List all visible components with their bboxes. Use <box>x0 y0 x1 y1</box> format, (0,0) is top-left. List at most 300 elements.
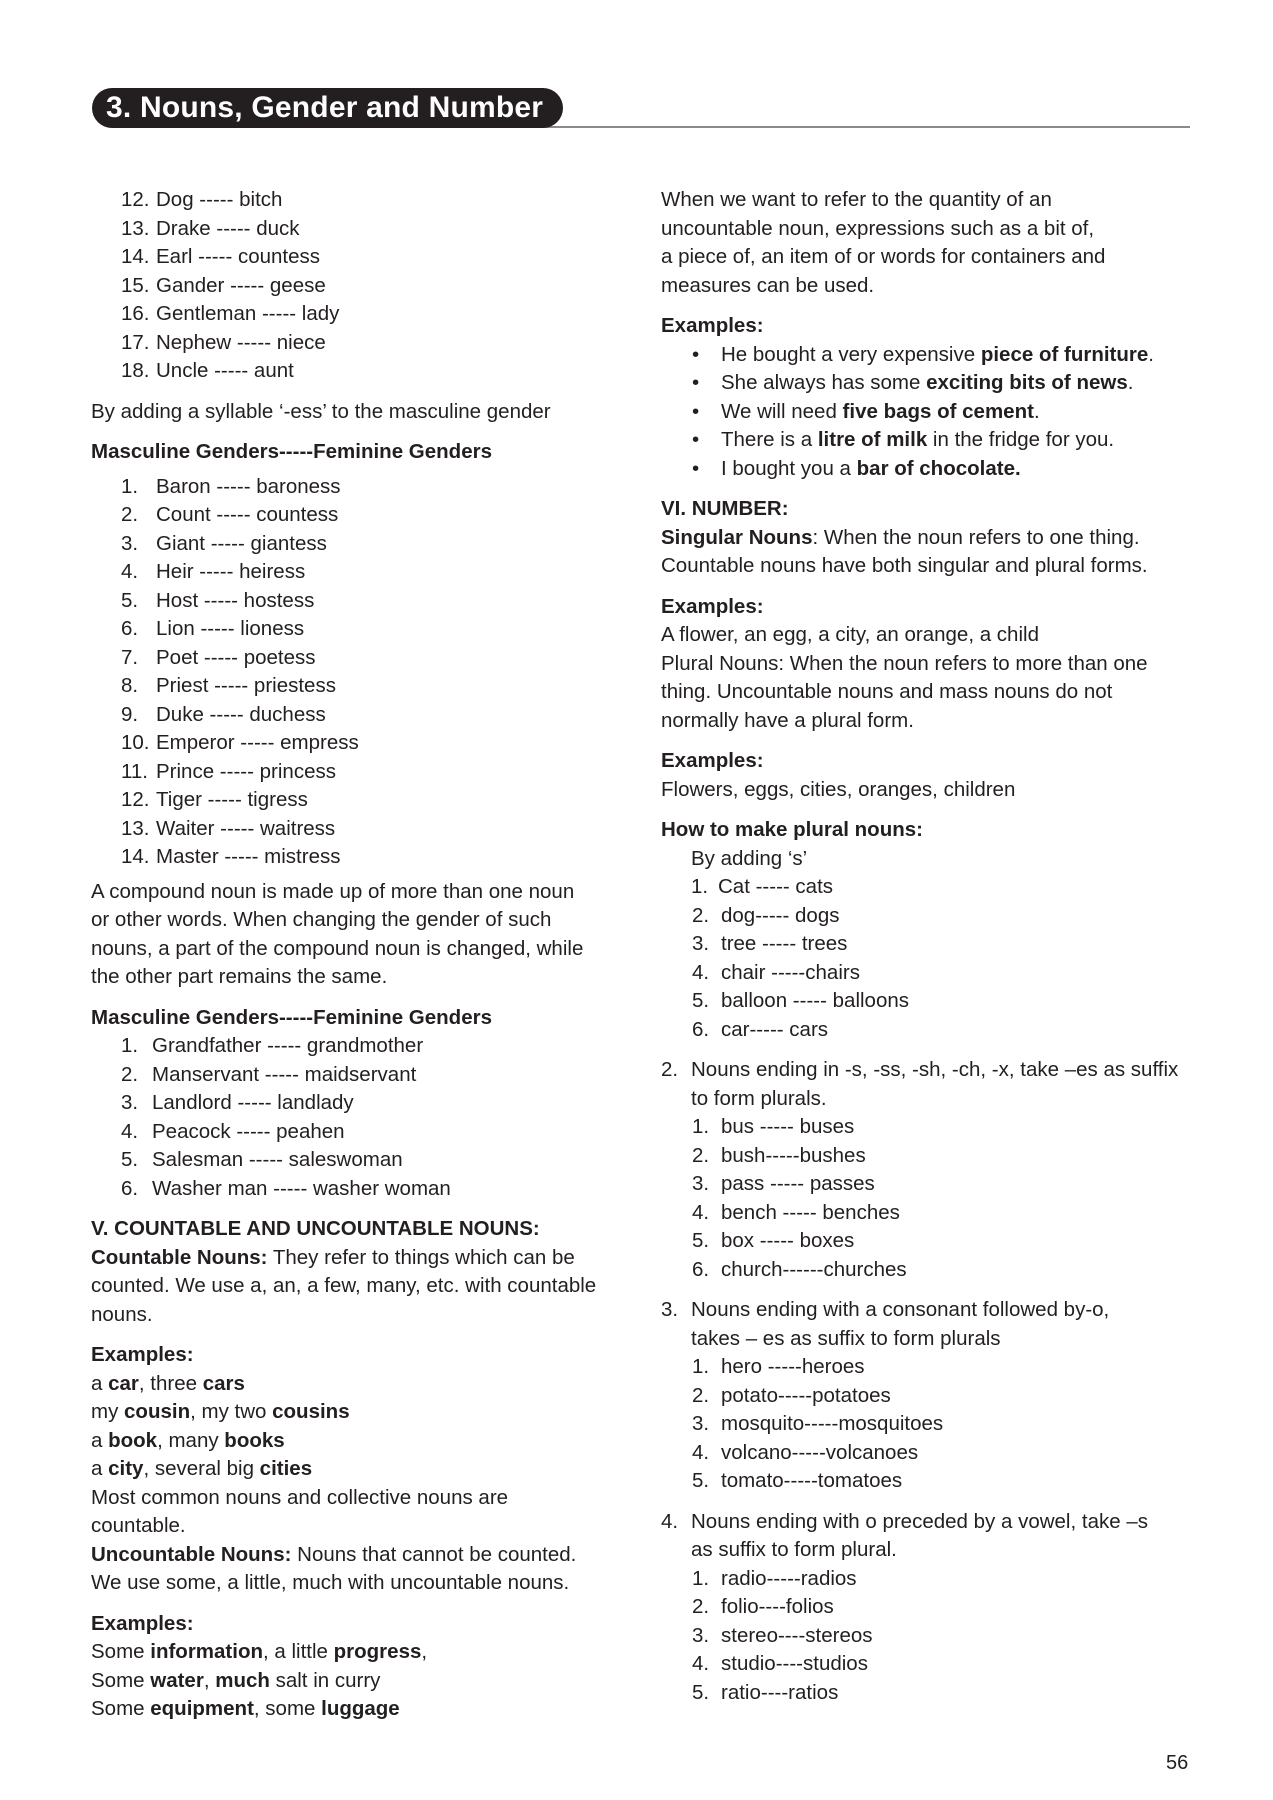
list-item <box>91 558 623 587</box>
list-number: 18. <box>121 359 150 382</box>
line-text <box>721 1650 868 1679</box>
list-number: 1. <box>692 1566 710 1590</box>
text-line <box>91 963 623 992</box>
list-item <box>91 215 623 244</box>
line-text <box>721 426 1114 455</box>
bullet-icon: • <box>692 371 700 394</box>
bold-text: much <box>215 1668 270 1692</box>
line-text <box>152 1175 451 1204</box>
text: Flowers, eggs, cities, oranges, children <box>661 777 1016 801</box>
text-line <box>661 272 1191 301</box>
list-number: 1. <box>121 1034 139 1057</box>
line-text <box>156 473 341 502</box>
list-number: 3. <box>692 1623 710 1647</box>
list-item <box>661 1508 1191 1537</box>
line-text <box>91 963 387 992</box>
line-text <box>661 243 1105 272</box>
list-number: 5. <box>692 1469 710 1492</box>
text: He bought a very expensive <box>721 342 981 366</box>
list-number: 6. <box>121 1176 139 1200</box>
text: church------churches <box>721 1257 907 1281</box>
line-text <box>661 524 1140 553</box>
bold-text: Countable Nouns: <box>91 1245 268 1269</box>
list-item <box>661 959 1191 988</box>
text: Manservant ----- maidservant <box>152 1062 417 1086</box>
text: nouns. <box>91 1302 153 1326</box>
list-item <box>661 455 1191 484</box>
line-text <box>661 215 1094 244</box>
list-item <box>661 1679 1191 1708</box>
line-text <box>721 1467 902 1496</box>
line-text <box>721 1256 907 1285</box>
line-text <box>156 215 300 244</box>
text-line <box>661 845 1191 874</box>
text-line <box>661 816 1191 845</box>
bold-text: city <box>108 1457 144 1480</box>
list-item <box>91 530 623 559</box>
text: volcano-----volcanoes <box>721 1440 919 1464</box>
line-text <box>721 398 1040 427</box>
list-number: 4. <box>121 1119 139 1143</box>
line-text <box>691 1325 1001 1354</box>
list-number: 9. <box>121 702 139 726</box>
line-text <box>661 552 1148 581</box>
text-line <box>661 186 1191 215</box>
list-item <box>661 1142 1191 1171</box>
text-line <box>91 1427 623 1456</box>
line-text <box>718 873 833 902</box>
list-number: 5. <box>692 1229 710 1252</box>
list-item <box>91 815 623 844</box>
list-number: 3. <box>692 1412 710 1435</box>
text: measures can be used. <box>661 273 875 297</box>
list-item <box>661 1382 1191 1411</box>
line-text <box>91 1004 492 1033</box>
text-line <box>91 1244 623 1273</box>
text: Nouns that cannot be counted. <box>291 1542 577 1566</box>
left-column <box>91 186 623 1724</box>
line-text <box>661 186 1052 215</box>
text: Count ----- countess <box>156 503 339 526</box>
text: By adding ‘s’ <box>691 846 808 870</box>
line-text <box>721 455 1021 484</box>
text: Poet ----- poetess <box>156 645 316 669</box>
text: uncountable noun, expressions such as a bit of, <box>661 216 1095 240</box>
list-number: 12. <box>121 788 150 811</box>
text: a <box>91 1457 109 1480</box>
bold-text: piece of furniture <box>980 342 1149 366</box>
text-line <box>661 312 1191 341</box>
text: Nephew ----- niece <box>156 330 326 354</box>
list-number: 2. <box>121 1062 139 1086</box>
bold-text: cities <box>259 1457 313 1480</box>
line-text <box>691 1296 1109 1325</box>
line-text <box>91 1638 427 1667</box>
text: potato-----potatoes <box>721 1383 891 1407</box>
line-text <box>156 243 320 272</box>
text: , <box>421 1640 428 1663</box>
text: hero -----heroes <box>721 1355 865 1378</box>
text: , <box>203 1668 216 1692</box>
line-text <box>156 672 336 701</box>
line-text <box>152 1146 403 1175</box>
text: salt in curry <box>269 1668 381 1692</box>
line-text <box>156 758 336 787</box>
line-text <box>156 272 326 301</box>
bold-text: progress <box>333 1640 422 1663</box>
text-line <box>661 495 1191 524</box>
list-number: 2. <box>692 1383 710 1407</box>
line-text <box>721 1622 873 1651</box>
text: bench ----- benches <box>721 1200 900 1224</box>
line-text <box>721 369 1133 398</box>
list-number: 6. <box>692 1257 710 1281</box>
line-text <box>721 987 909 1016</box>
text: We will need <box>721 399 843 423</box>
list-item <box>91 758 623 787</box>
line-text <box>91 1215 540 1244</box>
list-number: 12. <box>121 188 150 211</box>
list-item <box>661 1296 1191 1325</box>
list-item <box>91 329 623 358</box>
bold-text: Masculine Genders-----Feminine Genders <box>91 1005 492 1029</box>
list-number: 5. <box>121 1148 139 1171</box>
text: Nouns ending in -s, -ss, -sh, -ch, -x, take –es as suffix <box>691 1058 1179 1081</box>
text: Gander ----- geese <box>156 273 326 297</box>
text: mosquito-----mosquitoes <box>721 1412 944 1435</box>
line-text <box>91 1370 245 1399</box>
line-text <box>721 902 840 931</box>
text-line <box>91 1667 623 1696</box>
list-number: 2. <box>692 903 710 927</box>
text: in the fridge for you. <box>927 428 1115 451</box>
text: nouns, a part of the compound noun is changed, while <box>91 936 584 960</box>
text-line <box>91 1569 623 1598</box>
bold-text: equipment <box>150 1697 254 1720</box>
bold-text: cousin <box>124 1400 191 1423</box>
bold-text: exciting bits of news <box>926 371 1128 394</box>
list-item <box>91 186 623 215</box>
text-line <box>661 678 1191 707</box>
line-text <box>91 935 583 964</box>
list-item <box>91 501 623 530</box>
text-line <box>661 776 1191 805</box>
line-text <box>721 1353 865 1382</box>
list-number: 15. <box>121 273 150 297</box>
text: , a little <box>263 1640 334 1663</box>
list-number: 1. <box>692 1355 710 1378</box>
list-number: 10. <box>121 731 150 754</box>
text-line <box>661 215 1191 244</box>
text: , my two <box>190 1400 273 1423</box>
text: Peacock ----- peahen <box>152 1119 345 1143</box>
text-line <box>91 1484 623 1513</box>
list-item <box>661 1439 1191 1468</box>
list-item <box>91 615 623 644</box>
bullet-icon: • <box>692 399 700 423</box>
list-number: 2. <box>692 1143 710 1167</box>
line-text <box>152 1032 423 1061</box>
line-text <box>721 1199 900 1228</box>
list-item <box>661 1410 1191 1439</box>
line-text <box>691 1056 1178 1085</box>
text-line <box>661 747 1191 776</box>
text: pass ----- passes <box>721 1172 875 1195</box>
bold-text: Examples: <box>91 1343 194 1366</box>
line-text <box>156 815 335 844</box>
bold-text: litre of milk <box>817 428 928 451</box>
line-text <box>91 438 492 467</box>
bullet-icon: • <box>692 456 700 480</box>
line-text <box>91 1484 508 1513</box>
text: Duke ----- duchess <box>156 702 326 726</box>
line-text <box>152 1061 416 1090</box>
text: Baron ----- baroness <box>156 474 341 498</box>
text: , some <box>253 1697 322 1720</box>
bold-text: water <box>150 1668 204 1692</box>
line-text <box>91 1272 596 1301</box>
bold-text: Singular Nouns <box>661 525 813 549</box>
text-line <box>661 1325 1191 1354</box>
text: By adding a syllable ‘-ess’ to the masculine gender <box>91 399 551 423</box>
list-item <box>91 1118 623 1147</box>
line-text <box>152 1089 354 1118</box>
list-number: 3. <box>121 531 139 555</box>
text: my <box>91 1400 125 1423</box>
text-line <box>91 1004 623 1033</box>
text-line <box>91 1215 623 1244</box>
text-line <box>91 438 623 467</box>
text: Some <box>91 1640 151 1663</box>
list-number: 5. <box>121 588 139 612</box>
text: I bought you a <box>721 456 857 480</box>
text: Nouns ending with a consonant followed by-o, <box>691 1298 1110 1321</box>
line-text <box>661 621 1039 650</box>
text: , many <box>157 1428 225 1452</box>
text: Countable nouns have both singular and plural forms. <box>661 554 1148 577</box>
list-item <box>661 1056 1191 1085</box>
text: Nouns ending with o preceded by a vowel, take –s <box>691 1509 1148 1533</box>
bold-text: V. COUNTABLE AND UNCOUNTABLE NOUNS: <box>91 1217 540 1240</box>
list-number: 4. <box>692 960 710 984</box>
bold-text: information <box>150 1640 263 1663</box>
text: countable. <box>91 1514 186 1537</box>
line-text <box>721 341 1154 370</box>
text: . <box>1148 342 1154 366</box>
list-number: 4. <box>692 1200 710 1224</box>
bold-text: Uncountable Nouns: <box>91 1542 292 1566</box>
bold-text: Examples: <box>91 1611 194 1635</box>
list-item <box>661 930 1191 959</box>
list-item <box>661 1113 1191 1142</box>
line-text <box>156 615 304 644</box>
list-item <box>91 272 623 301</box>
list-number: 2. <box>692 1595 710 1618</box>
list-number: 17. <box>121 330 150 354</box>
text-line <box>661 593 1191 622</box>
text: Drake ----- duck <box>156 216 300 240</box>
text: Uncle ----- aunt <box>156 359 294 382</box>
line-text <box>721 1382 891 1411</box>
text-line <box>91 1301 623 1330</box>
list-item <box>661 873 1191 902</box>
text: Dog ----- bitch <box>156 188 283 211</box>
line-text <box>91 1695 400 1724</box>
text-line <box>91 1398 623 1427</box>
text-line <box>91 398 623 427</box>
line-text <box>691 845 807 874</box>
list-number: 1. <box>691 875 709 898</box>
list-item <box>91 587 623 616</box>
text-line <box>91 1512 623 1541</box>
text-line <box>91 1272 623 1301</box>
text-line <box>661 707 1191 736</box>
list-item <box>91 672 623 701</box>
list-item <box>661 426 1191 455</box>
bold-text: Examples: <box>661 314 764 337</box>
text: Cat ----- cats <box>718 875 834 898</box>
text: When we want to refer to the quantity of an <box>661 188 1052 211</box>
text: Emperor ----- empress <box>156 731 359 754</box>
list-number: 4. <box>661 1509 679 1533</box>
list-number: 2. <box>661 1058 679 1081</box>
text: box ----- boxes <box>721 1229 855 1252</box>
bold-text: five bags of cement <box>842 399 1034 423</box>
line-text <box>156 729 359 758</box>
text: takes – es as suffix to form plurals <box>691 1326 1001 1350</box>
line-text <box>661 678 1112 707</box>
text-line <box>91 1370 623 1399</box>
line-text <box>661 593 764 622</box>
list-number: 4. <box>121 560 139 583</box>
list-number: 16. <box>121 302 150 325</box>
list-item <box>661 1622 1191 1651</box>
list-item <box>91 644 623 673</box>
text-line <box>661 621 1191 650</box>
line-text <box>91 1398 350 1427</box>
text: stereo----stereos <box>721 1623 873 1647</box>
list-item <box>661 1256 1191 1285</box>
bold-text: Masculine Genders-----Feminine Genders <box>91 440 492 463</box>
text: car----- cars <box>721 1017 829 1041</box>
text-line <box>91 906 623 935</box>
text: the other part remains the same. <box>91 965 388 988</box>
text-line <box>661 524 1191 553</box>
page-number: 56 <box>1166 1752 1189 1774</box>
list-number: 5. <box>692 1680 710 1704</box>
line-text <box>156 786 308 815</box>
text-line <box>91 878 623 907</box>
text: Some <box>91 1697 151 1720</box>
text: , three <box>138 1371 203 1395</box>
line-text <box>721 1142 866 1171</box>
text-line <box>91 1695 623 1724</box>
line-text <box>721 1227 854 1256</box>
list-number: 6. <box>692 1017 710 1041</box>
line-text <box>721 1565 857 1594</box>
list-number: 1. <box>121 474 139 498</box>
text: to form plurals. <box>691 1086 827 1110</box>
line-text <box>661 747 764 776</box>
list-number: 13. <box>121 816 150 840</box>
text: . <box>1127 371 1134 394</box>
list-item <box>91 300 623 329</box>
text: Washer man ----- washer woman <box>152 1176 451 1200</box>
text: Priest ----- priestess <box>156 674 336 697</box>
list-item <box>91 1061 623 1090</box>
line-text <box>91 906 551 935</box>
list-item <box>661 1170 1191 1199</box>
list-number: 13. <box>121 216 150 240</box>
line-text <box>721 1170 875 1199</box>
text: Most common nouns and collective nouns are <box>91 1485 509 1509</box>
list-number: 7. <box>121 645 139 669</box>
text: bush-----bushes <box>721 1143 866 1167</box>
text: Earl ----- countess <box>156 245 321 268</box>
line-text <box>661 650 1148 679</box>
list-number: 14. <box>121 245 150 268</box>
text: a <box>91 1371 109 1395</box>
text: : When the noun refers to one thing. <box>812 525 1140 549</box>
text: She always has some <box>721 371 927 394</box>
line-text <box>91 1610 194 1639</box>
text: Lion ----- lioness <box>156 617 305 640</box>
list-item <box>91 357 623 386</box>
list-number: 1. <box>692 1115 710 1138</box>
text: a <box>91 1428 109 1452</box>
bold-text: car <box>108 1371 139 1395</box>
list-number: 6. <box>121 617 139 640</box>
list-item <box>661 1353 1191 1382</box>
list-number: 11. <box>121 759 148 783</box>
list-item <box>661 398 1191 427</box>
bold-text: book <box>108 1428 158 1452</box>
text: We use some, a little, much with uncountable nouns. <box>91 1571 570 1594</box>
line-text <box>721 1679 838 1708</box>
list-item <box>91 473 623 502</box>
bullet-icon: • <box>692 428 700 451</box>
list-item <box>661 1565 1191 1594</box>
text-line <box>661 1085 1191 1114</box>
text-line <box>91 1455 623 1484</box>
text: Salesman ----- saleswoman <box>152 1148 403 1171</box>
list-item <box>661 902 1191 931</box>
line-text <box>661 272 874 301</box>
line-text <box>691 1508 1148 1537</box>
text-line <box>661 552 1191 581</box>
list-item <box>661 987 1191 1016</box>
text-line <box>661 650 1191 679</box>
line-text <box>721 959 860 988</box>
line-text <box>156 329 326 358</box>
list-item <box>91 843 623 872</box>
line-text <box>661 312 764 341</box>
text: They refer to things which can be <box>267 1245 575 1269</box>
text: Waiter ----- waitress <box>156 816 336 840</box>
line-text <box>156 644 316 673</box>
bold-text: luggage <box>321 1697 400 1720</box>
list-item <box>661 1199 1191 1228</box>
text: Heir ----- heiress <box>156 560 306 583</box>
text: normally have a plural form. <box>661 708 914 732</box>
text-line <box>91 1541 623 1570</box>
list-item <box>661 341 1191 370</box>
line-text <box>721 930 847 959</box>
line-text <box>156 587 314 616</box>
line-text <box>91 1512 186 1541</box>
list-number: 2. <box>121 503 139 526</box>
text: Tiger ----- tigress <box>156 788 308 811</box>
